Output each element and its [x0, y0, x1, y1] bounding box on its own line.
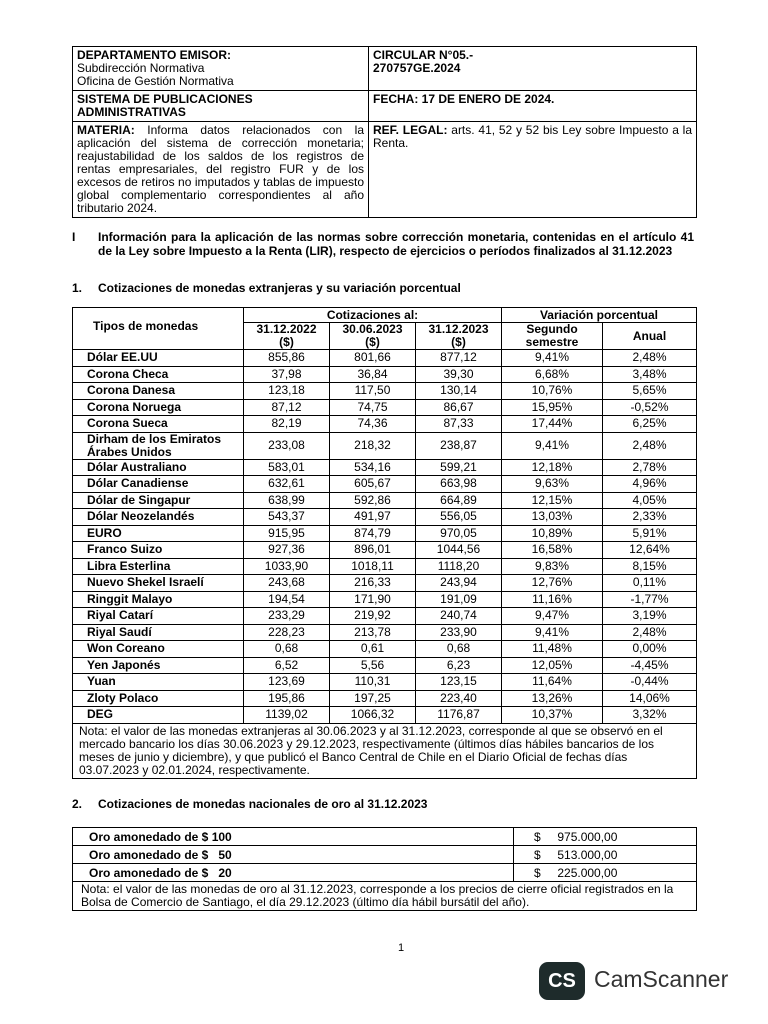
gold-row	[73, 864, 697, 882]
currency-value: 10,76%	[502, 383, 603, 400]
circular-line1: CIRCULAR N°05.-	[373, 48, 474, 62]
currency-value: 874,79	[330, 525, 416, 542]
currency-value: 927,36	[244, 542, 330, 559]
currency-value: -0,44%	[603, 674, 697, 691]
currency-value: 5,91%	[603, 525, 697, 542]
gold-row	[73, 828, 697, 846]
currency-name: Corona Noruega	[73, 399, 244, 416]
currency-name: Dólar Australiano	[73, 459, 244, 476]
dept-label: DEPARTAMENTO EMISOR:	[77, 48, 232, 62]
sub2-number: 2.	[72, 797, 83, 811]
currency-value: 2,33%	[603, 509, 697, 526]
materia-label: MATERIA:	[77, 123, 135, 137]
gold-note: Nota: el valor de las monedas de oro al 31.12.2023, corresponde a los precios de cierre oficial registrados en la Bolsa de Comercio de Santiago, el día 29.12.2023 (último día hábil bursátil del año).	[73, 882, 697, 911]
currency-value: 11,48%	[502, 641, 603, 658]
currency-value: 218,32	[330, 432, 416, 459]
gold-coin-name: Oro amonedado de $ 100	[73, 828, 514, 846]
currency-value: 5,65%	[603, 383, 697, 400]
currency-name: Dirham de los Emiratos Árabes Unidos	[73, 432, 244, 459]
currency-row	[73, 707, 697, 724]
ref-label: REF. LEGAL:	[373, 123, 448, 137]
currency-row	[73, 459, 697, 476]
currency-value: 110,31	[330, 674, 416, 691]
currency-value: 896,01	[330, 542, 416, 559]
currency-value: 74,75	[330, 399, 416, 416]
currency-value: 130,14	[416, 383, 502, 400]
col-variacion: Variación porcentual	[502, 308, 697, 323]
currency-value: 6,68%	[502, 366, 603, 383]
currency-value: 1044,56	[416, 542, 502, 559]
currency-value: 3,32%	[603, 707, 697, 724]
currency-row	[73, 416, 697, 433]
ref-text: arts. 41, 52 y 52 bis Ley sobre Impuesto a la Renta.	[373, 123, 693, 150]
currency-name: Corona Danesa	[73, 383, 244, 400]
currency-value: 82,19	[244, 416, 330, 433]
currency-value: 12,15%	[502, 492, 603, 509]
currency-value: 1033,90	[244, 558, 330, 575]
currency-value: 233,90	[416, 624, 502, 641]
currency-value: 0,68	[416, 641, 502, 658]
currency-value: 87,12	[244, 399, 330, 416]
currency-value: 12,05%	[502, 657, 603, 674]
currency-value: 1139,02	[244, 707, 330, 724]
currency-value: 543,37	[244, 509, 330, 526]
circular-cell	[369, 47, 697, 91]
currency-value: 2,48%	[603, 432, 697, 459]
currency-row	[73, 542, 697, 559]
currency-value: 4,96%	[603, 476, 697, 493]
currency-value: 87,33	[416, 416, 502, 433]
currency-value: 12,76%	[502, 575, 603, 592]
currency-value: 10,37%	[502, 707, 603, 724]
currency-value: 74,36	[330, 416, 416, 433]
currency-value: 6,52	[244, 657, 330, 674]
currency-value: -0,52%	[603, 399, 697, 416]
currency-row	[73, 591, 697, 608]
currency-value: 233,29	[244, 608, 330, 625]
currency-row	[73, 383, 697, 400]
currency-value: 638,99	[244, 492, 330, 509]
currency-value: 36,84	[330, 366, 416, 383]
currency-row	[73, 641, 697, 658]
currency-name: Dólar Neozelandés	[73, 509, 244, 526]
col-anual: Anual	[603, 323, 697, 350]
circular-line2: 270757GE.2024	[373, 61, 461, 75]
camscanner-logo-icon: CS	[539, 962, 585, 1000]
currency-value: 228,23	[244, 624, 330, 641]
gold-row	[73, 846, 697, 864]
currency-value: 219,92	[330, 608, 416, 625]
currency-value: 197,25	[330, 690, 416, 707]
currency-value: 599,21	[416, 459, 502, 476]
gold-coin-name: Oro amonedado de $ 50	[73, 846, 514, 864]
page-number: 1	[398, 942, 405, 954]
currency-row	[73, 558, 697, 575]
currency-note: Nota: el valor de las monedas extranjeras al 30.06.2023 y al 31.12.2023, corresponde al que se observó en el mercado bancario los días 30.06.2023 y 29.12.2023, respectivamente (últimos días hábiles bancarios de los meses de junio y diciembre), y que publicó el Banco Central de Chile en el Diario Oficial de fechas días 03.07.2023 y 02.01.2024, respectivamente.	[73, 723, 697, 778]
dept-line2: Oficina de Gestión Normativa	[77, 74, 234, 88]
currency-value: 14,06%	[603, 690, 697, 707]
currency-value: 5,56	[330, 657, 416, 674]
currency-row	[73, 674, 697, 691]
section1-title: Información para la aplicación de las normas sobre corrección monetaria, contenidas en el artículo 41 de la Ley sobre Impuesto a la Renta (LIR), respecto de ejercicios o períodos finalizados al 31.12.2023	[98, 230, 694, 258]
currency-row	[73, 690, 697, 707]
currency-name: Riyal Saudí	[73, 624, 244, 641]
currency-name: Yuan	[73, 674, 244, 691]
currency-value: 86,67	[416, 399, 502, 416]
currency-value: 0,11%	[603, 575, 697, 592]
col-date2: 30.06.2023 ($)	[330, 323, 416, 350]
currency-name: Ringgit Malayo	[73, 591, 244, 608]
currency-value: 9,41%	[502, 624, 603, 641]
currency-value: 2,48%	[603, 624, 697, 641]
sub1-title: Cotizaciones de monedas extranjeras y su variación porcentual	[98, 281, 461, 295]
currency-name: Dólar Canadiense	[73, 476, 244, 493]
dept-line1: Subdirección Normativa	[77, 61, 205, 75]
currency-row	[73, 350, 697, 367]
currency-row	[73, 624, 697, 641]
currency-name: Dólar EE.UU	[73, 350, 244, 367]
header-table	[72, 46, 697, 218]
gold-coin-value: $ 975.000,00	[514, 828, 697, 846]
sub2-title: Cotizaciones de monedas nacionales de oro al 31.12.2023	[98, 797, 428, 811]
currency-value: 3,19%	[603, 608, 697, 625]
currency-value: -1,77%	[603, 591, 697, 608]
currency-value: 171,90	[330, 591, 416, 608]
currency-value: 213,78	[330, 624, 416, 641]
currency-value: 191,09	[416, 591, 502, 608]
currency-value: 9,63%	[502, 476, 603, 493]
currency-name: Dólar de Singapur	[73, 492, 244, 509]
currency-row	[73, 432, 697, 459]
currency-value: 3,48%	[603, 366, 697, 383]
currency-value: 9,41%	[502, 432, 603, 459]
currency-row	[73, 492, 697, 509]
currency-value: 9,83%	[502, 558, 603, 575]
section1-numeral: I	[72, 230, 76, 244]
fecha: FECHA: 17 DE ENERO DE 2024.	[369, 91, 697, 122]
currency-name: Nuevo Shekel Israelí	[73, 575, 244, 592]
currency-value: 632,61	[244, 476, 330, 493]
materia-cell	[73, 122, 369, 218]
currency-name: Corona Sueca	[73, 416, 244, 433]
currency-value: 243,94	[416, 575, 502, 592]
currency-value: 8,15%	[603, 558, 697, 575]
currency-name: Riyal Catarí	[73, 608, 244, 625]
currency-value: 10,89%	[502, 525, 603, 542]
system-title: SISTEMA DE PUBLICACIONES ADMINISTRATIVAS	[73, 91, 369, 122]
currency-row	[73, 575, 697, 592]
currency-row	[73, 525, 697, 542]
gold-coin-name: Oro amonedado de $ 20	[73, 864, 514, 882]
currency-value: 117,50	[330, 383, 416, 400]
currency-row	[73, 509, 697, 526]
currency-value: 123,18	[244, 383, 330, 400]
currency-row	[73, 476, 697, 493]
currency-row	[73, 608, 697, 625]
currency-value: 13,26%	[502, 690, 603, 707]
currency-value: 877,12	[416, 350, 502, 367]
currency-name: EURO	[73, 525, 244, 542]
currency-value: 491,97	[330, 509, 416, 526]
gold-coin-value: $ 513.000,00	[514, 846, 697, 864]
currency-value: 663,98	[416, 476, 502, 493]
currency-row	[73, 366, 697, 383]
currency-name: Franco Suizo	[73, 542, 244, 559]
ref-legal-cell	[369, 122, 697, 218]
currency-value: 0,68	[244, 641, 330, 658]
dept-cell	[73, 47, 369, 91]
currency-name: DEG	[73, 707, 244, 724]
currency-value: 9,41%	[502, 350, 603, 367]
currency-value: 37,98	[244, 366, 330, 383]
currency-value: 0,61	[330, 641, 416, 658]
currency-name: Yen Japonés	[73, 657, 244, 674]
currency-value: -4,45%	[603, 657, 697, 674]
currency-value: 1118,20	[416, 558, 502, 575]
currency-value: 194,54	[244, 591, 330, 608]
currency-row	[73, 399, 697, 416]
currency-value: 195,86	[244, 690, 330, 707]
currency-value: 2,78%	[603, 459, 697, 476]
currency-value: 6,25%	[603, 416, 697, 433]
currency-value: 592,86	[330, 492, 416, 509]
currency-value: 12,64%	[603, 542, 697, 559]
currency-value: 970,05	[416, 525, 502, 542]
gold-table	[72, 827, 697, 911]
currency-table	[72, 307, 697, 779]
currency-value: 534,16	[330, 459, 416, 476]
currency-name: Zloty Polaco	[73, 690, 244, 707]
currency-value: 17,44%	[502, 416, 603, 433]
currency-value: 123,69	[244, 674, 330, 691]
currency-name: Libra Esterlina	[73, 558, 244, 575]
currency-value: 801,66	[330, 350, 416, 367]
currency-value: 0,00%	[603, 641, 697, 658]
currency-value: 1176,87	[416, 707, 502, 724]
currency-value: 13,03%	[502, 509, 603, 526]
currency-value: 2,48%	[603, 350, 697, 367]
currency-value: 123,15	[416, 674, 502, 691]
camscanner-watermark: CamScanner	[594, 966, 729, 992]
currency-value: 664,89	[416, 492, 502, 509]
currency-value: 583,01	[244, 459, 330, 476]
currency-value: 39,30	[416, 366, 502, 383]
currency-value: 9,47%	[502, 608, 603, 625]
currency-value: 216,33	[330, 575, 416, 592]
materia-text: Informa datos relacionados con la aplicación del sistema de corrección monetaria; reajustabilidad de los saldos de los registros de rentas empresariales, del registro FUR y de los excesos de retiros no imputados y tablas de impuesto global complementario correspondientes al año tributario 2024.	[77, 123, 364, 215]
currency-value: 240,74	[416, 608, 502, 625]
col-tipos: Tipos de monedas	[73, 308, 244, 350]
col-cotizaciones: Cotizaciones al:	[244, 308, 502, 323]
currency-value: 1018,11	[330, 558, 416, 575]
currency-value: 223,40	[416, 690, 502, 707]
currency-value: 4,05%	[603, 492, 697, 509]
col-date1: 31.12.2022 ($)	[244, 323, 330, 350]
currency-value: 15,95%	[502, 399, 603, 416]
currency-value: 16,58%	[502, 542, 603, 559]
currency-row	[73, 657, 697, 674]
currency-value: 233,08	[244, 432, 330, 459]
currency-value: 915,95	[244, 525, 330, 542]
currency-value: 243,68	[244, 575, 330, 592]
currency-name: Corona Checa	[73, 366, 244, 383]
currency-value: 556,05	[416, 509, 502, 526]
currency-value: 12,18%	[502, 459, 603, 476]
col-date3: 31.12.2023 ($)	[416, 323, 502, 350]
currency-value: 238,87	[416, 432, 502, 459]
gold-coin-value: $ 225.000,00	[514, 864, 697, 882]
currency-value: 1066,32	[330, 707, 416, 724]
col-segundo: Segundo semestre	[502, 323, 603, 350]
sub1-number: 1.	[72, 281, 83, 295]
currency-value: 11,16%	[502, 591, 603, 608]
currency-value: 6,23	[416, 657, 502, 674]
currency-value: 855,86	[244, 350, 330, 367]
currency-value: 605,67	[330, 476, 416, 493]
currency-name: Won Coreano	[73, 641, 244, 658]
currency-value: 11,64%	[502, 674, 603, 691]
